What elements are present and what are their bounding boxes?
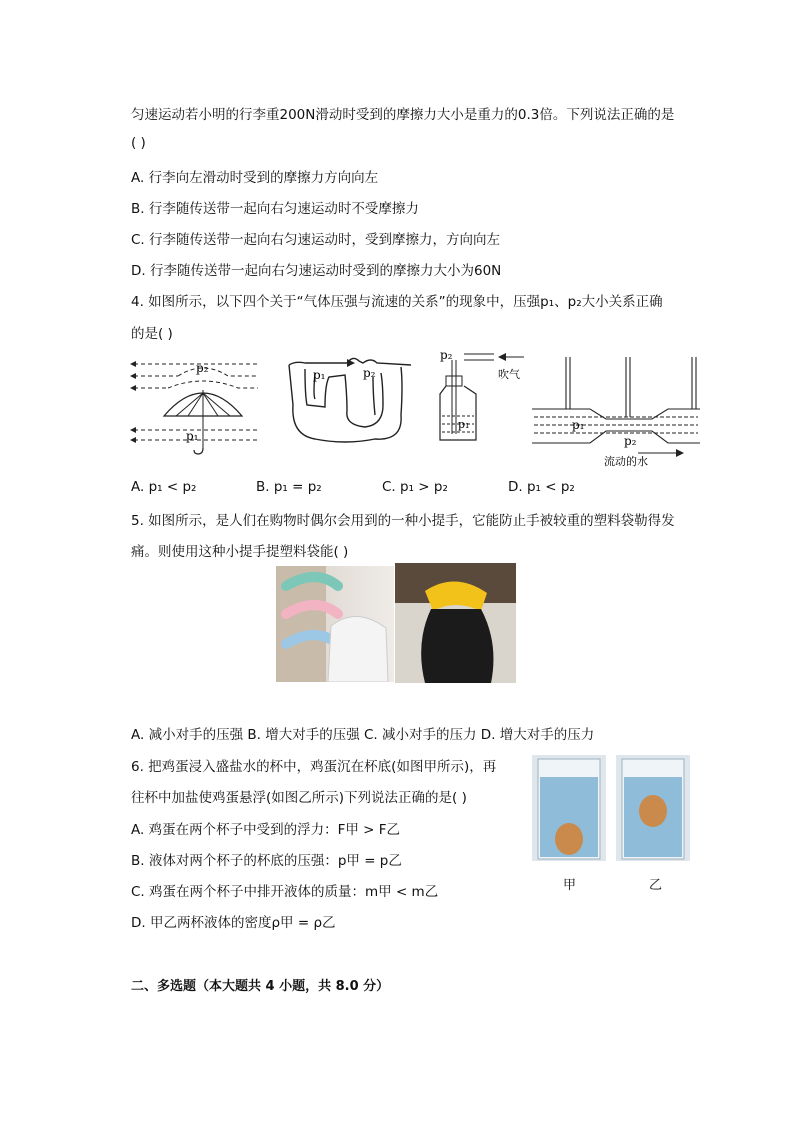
burrow-p1-label: p₁ [313, 368, 326, 382]
q4-stem-line2: 的是( ) [131, 326, 173, 342]
q6-option-a: A. 鸡蛋在两个杯子中受到的浮力：F甲 > F乙 [131, 822, 401, 838]
q6-stem-line1: 6. 把鸡蛋浸入盛盐水的杯中，鸡蛋沉在杯底(如图甲所示)，再 [131, 759, 497, 775]
q5-options: A. 减小对手的压强 B. 增大对手的压强 C. 减小对手的压力 D. 增大对手的压力 [131, 727, 595, 743]
q6-option-d: D. 甲乙两杯液体的密度ρ甲 = ρ乙 [131, 915, 336, 931]
bottle-figure [436, 346, 528, 446]
burrow-figure [285, 355, 415, 455]
q3-option-a: A. 行李向左滑动时受到的摩擦力方向向左 [131, 170, 379, 186]
q6-option-c: C. 鸡蛋在两个杯子中排开液体的质量：m甲 < m乙 [131, 884, 439, 900]
burrow-p2-label: p₂ [363, 366, 376, 380]
q4-option-b: B. p₁ = p₂ [256, 479, 322, 495]
q6-option-b: B. 液体对两个杯子的杯底的压强：p甲 = p乙 [131, 853, 402, 869]
q5-stem-line1: 5. 如图所示，是人们在购物时偶尔会用到的一种小提手，它能防止手被较重的塑料袋勒得发 [131, 513, 675, 529]
handle-photo-right [395, 563, 516, 683]
q4-option-d: D. p₁ < p₂ [508, 479, 575, 495]
q4-option-a: A. p₁ < p₂ [131, 479, 197, 495]
flowing-water-label: 流动的水 [604, 455, 648, 467]
q4-option-c: C. p₁ > p₂ [382, 479, 448, 495]
umbrella-p1-label: p₁ [186, 429, 199, 443]
venturi-figure [530, 355, 702, 467]
caption-jia: 甲 [563, 878, 577, 893]
q5-stem-line2: 痛。则使用这种小提手提塑料袋能( ) [131, 544, 349, 560]
q3-option-b: B. 行李随传送带一起向右匀速运动时不受摩擦力 [131, 201, 419, 217]
q3-stem-line2: ( ) [131, 135, 146, 151]
blow-label: 吹气 [498, 368, 520, 381]
egg-sinking-photo [532, 755, 606, 861]
umbrella-p2-label: p₂ [196, 361, 209, 375]
q4-stem-line1: 4. 如图所示，以下四个关于“气体压强与流速的关系”的现象中，压强p₁、p₂大小关系正确 [131, 294, 663, 310]
umbrella-figure [128, 348, 268, 460]
q6-stem-line2: 往杯中加盐使鸡蛋悬浮(如图乙所示)下列说法正确的是( ) [131, 790, 467, 806]
handle-photo-left [276, 566, 394, 682]
section-heading-multiple-choice: 二、多选题（本大题共 4 小题，共 8.0 分） [131, 979, 390, 994]
q3-option-c: C. 行李随传送带一起向右匀速运动时，受到摩擦力，方向向左 [131, 232, 501, 248]
q3-stem-line1: 匀速运动若小明的行李重200N滑动时受到的摩擦力大小是重力的0.3倍。下列说法正确的是 [131, 107, 675, 123]
egg-suspended-photo [616, 755, 690, 861]
venturi-p1-label: p₁ [572, 418, 585, 432]
caption-yi: 乙 [649, 878, 663, 893]
venturi-p2-label: p₂ [624, 434, 637, 448]
q3-option-d: D. 行李随传送带一起向右匀速运动时受到的摩擦力大小为60N [131, 263, 502, 279]
bottle-p1-label: p₁ [458, 418, 470, 431]
bottle-p2-label: p₂ [440, 348, 453, 362]
